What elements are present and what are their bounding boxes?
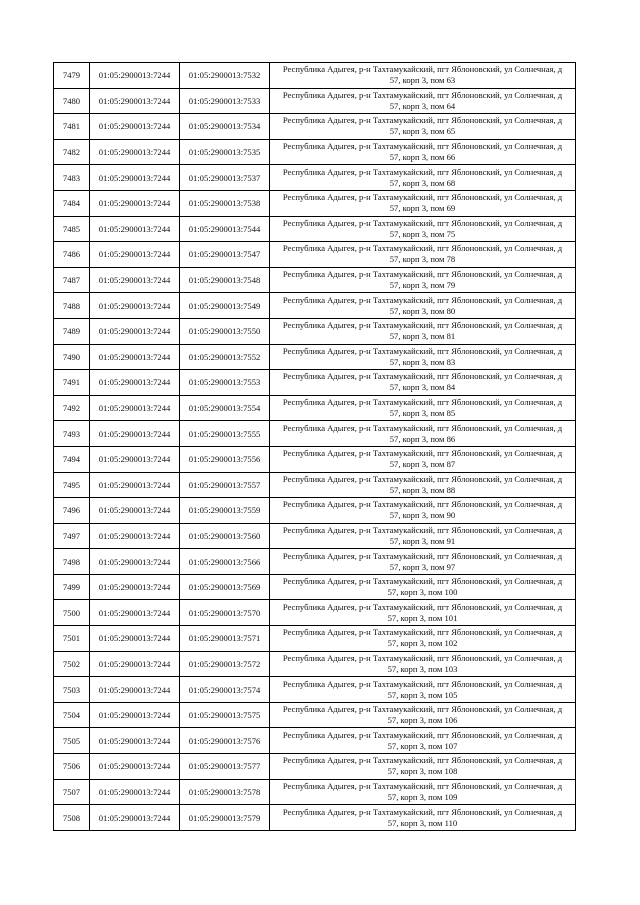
row-number-cell: 7508 [54,805,90,831]
row-number-cell: 7484 [54,190,90,216]
address-line-1: Республика Адыгея, р-н Тахтамукайский, пгт Яблоновский, ул Солнечная, д [282,652,563,663]
address-cell [270,626,576,652]
row-number-cell: 7491 [54,370,90,396]
cadastral-number-cell: 01:05:2900013:7575 [180,702,270,728]
address-line-1: Республика Адыгея, р-н Тахтамукайский, пгт Яблоновский, ул Солнечная, д [282,499,563,510]
parent-cadastral-cell: 01:05:2900013:7244 [90,216,180,242]
cadastral-number-cell: 01:05:2900013:7569 [180,574,270,600]
table-row [54,216,576,242]
table-row [54,88,576,114]
parent-cadastral-cell: 01:05:2900013:7244 [90,779,180,805]
address-line-1: Республика Адыгея, р-н Тахтамукайский, пгт Яблоновский, ул Солнечная, д [282,141,563,152]
address-cell [270,754,576,780]
parent-cadastral-cell: 01:05:2900013:7244 [90,728,180,754]
row-number-cell: 7506 [54,754,90,780]
table-row [54,549,576,575]
address-cell [270,267,576,293]
address-line-2: 57, корп 3, пом 109 [387,791,458,802]
address-line-2: 57, корп 3, пом 69 [389,203,456,214]
cadastral-number-cell: 01:05:2900013:7548 [180,267,270,293]
address-line-1: Республика Адыгея, р-н Тахтамукайский, пгт Яблоновский, ул Солнечная, д [282,550,563,561]
address-line-2: 57, корп 3, пом 75 [389,228,456,239]
table-row [54,293,576,319]
address-cell [270,498,576,524]
parent-cadastral-cell: 01:05:2900013:7244 [90,165,180,191]
parent-cadastral-cell: 01:05:2900013:7244 [90,702,180,728]
address-cell [270,651,576,677]
parent-cadastral-cell: 01:05:2900013:7244 [90,63,180,89]
cadastral-number-cell: 01:05:2900013:7549 [180,293,270,319]
cadastral-number-cell: 01:05:2900013:7570 [180,600,270,626]
address-line-1: Республика Адыгея, р-н Тахтамукайский, пгт Яблоновский, ул Солнечная, д [282,729,563,740]
row-number-cell: 7504 [54,702,90,728]
parent-cadastral-cell: 01:05:2900013:7244 [90,293,180,319]
table-row [54,139,576,165]
row-number-cell: 7496 [54,498,90,524]
table-row [54,805,576,831]
parent-cadastral-cell: 01:05:2900013:7244 [90,370,180,396]
address-cell [270,574,576,600]
cadastral-number-cell: 01:05:2900013:7544 [180,216,270,242]
row-number-cell: 7507 [54,779,90,805]
table-row [54,267,576,293]
address-line-2: 57, корп 3, пом 80 [389,305,456,316]
address-cell [270,190,576,216]
table-row [54,523,576,549]
address-line-1: Республика Адыгея, р-н Тахтамукайский, пгт Яблоновский, ул Солнечная, д [282,320,563,331]
row-number-cell: 7493 [54,421,90,447]
parent-cadastral-cell: 01:05:2900013:7244 [90,523,180,549]
address-line-1: Республика Адыгея, р-н Тахтамукайский, пгт Яблоновский, ул Солнечная, д [282,755,563,766]
address-line-2: 57, корп 3, пом 66 [389,152,456,163]
address-line-1: Республика Адыгея, р-н Тахтамукайский, пгт Яблоновский, ул Солнечная, д [282,243,563,254]
address-line-1: Республика Адыгея, р-н Тахтамукайский, пгт Яблоновский, ул Солнечная, д [282,89,563,100]
parent-cadastral-cell: 01:05:2900013:7244 [90,318,180,344]
address-cell [270,165,576,191]
cadastral-number-cell: 01:05:2900013:7557 [180,472,270,498]
parent-cadastral-cell: 01:05:2900013:7244 [90,677,180,703]
address-cell [270,344,576,370]
cadastral-number-cell: 01:05:2900013:7572 [180,651,270,677]
parent-cadastral-cell: 01:05:2900013:7244 [90,498,180,524]
cadastral-number-cell: 01:05:2900013:7555 [180,421,270,447]
row-number-cell: 7499 [54,574,90,600]
address-line-1: Республика Адыгея, р-н Тахтамукайский, пгт Яблоновский, ул Солнечная, д [282,473,563,484]
address-line-1: Республика Адыгея, р-н Тахтамукайский, пгт Яблоновский, ул Солнечная, д [282,524,563,535]
table-row [54,395,576,421]
address-line-2: 57, корп 3, пом 100 [387,587,458,598]
address-line-2: 57, корп 3, пом 108 [387,766,458,777]
address-line-1: Республика Адыгея, р-н Тахтамукайский, пгт Яблоновский, ул Солнечная, д [282,166,563,177]
cadastral-number-cell: 01:05:2900013:7537 [180,165,270,191]
table-row [54,600,576,626]
address-cell [270,472,576,498]
address-cell [270,114,576,140]
address-line-2: 57, корп 3, пом 81 [389,331,456,342]
address-line-2: 57, корп 3, пом 101 [387,612,458,623]
row-number-cell: 7502 [54,651,90,677]
registry-table-body [54,63,576,831]
parent-cadastral-cell: 01:05:2900013:7244 [90,242,180,268]
parent-cadastral-cell: 01:05:2900013:7244 [90,600,180,626]
address-cell [270,421,576,447]
address-line-1: Республика Адыгея, р-н Тахтамукайский, пгт Яблоновский, ул Солнечная, д [282,345,563,356]
address-line-2: 57, корп 3, пом 84 [389,382,456,393]
address-cell [270,395,576,421]
address-line-2: 57, корп 3, пом 64 [389,100,456,111]
cadastral-number-cell: 01:05:2900013:7538 [180,190,270,216]
cadastral-number-cell: 01:05:2900013:7552 [180,344,270,370]
table-row [54,63,576,89]
cadastral-number-cell: 01:05:2900013:7560 [180,523,270,549]
address-cell [270,139,576,165]
address-cell [270,600,576,626]
parent-cadastral-cell: 01:05:2900013:7244 [90,626,180,652]
table-row [54,318,576,344]
address-line-2: 57, корп 3, пом 68 [389,177,456,188]
address-line-1: Республика Адыгея, р-н Тахтамукайский, пгт Яблоновский, ул Солнечная, д [282,269,563,280]
table-row [54,165,576,191]
row-number-cell: 7500 [54,600,90,626]
address-line-2: 57, корп 3, пом 78 [389,254,456,265]
row-number-cell: 7483 [54,165,90,191]
address-line-2: 57, корп 3, пом 63 [389,75,456,86]
row-number-cell: 7487 [54,267,90,293]
parent-cadastral-cell: 01:05:2900013:7244 [90,754,180,780]
address-cell [270,318,576,344]
address-line-1: Республика Адыгея, р-н Тахтамукайский, пгт Яблоновский, ул Солнечная, д [282,371,563,382]
address-cell [270,677,576,703]
address-line-1: Республика Адыгея, р-н Тахтамукайский, пгт Яблоновский, ул Солнечная, д [282,217,563,228]
cadastral-number-cell: 01:05:2900013:7556 [180,446,270,472]
row-number-cell: 7497 [54,523,90,549]
cadastral-number-cell: 01:05:2900013:7574 [180,677,270,703]
table-row [54,702,576,728]
row-number-cell: 7492 [54,395,90,421]
address-line-1: Республика Адыгея, р-н Тахтамукайский, пгт Яблоновский, ул Солнечная, д [282,422,563,433]
table-row [54,242,576,268]
address-line-2: 57, корп 3, пом 103 [387,663,458,674]
row-number-cell: 7479 [54,63,90,89]
parent-cadastral-cell: 01:05:2900013:7244 [90,190,180,216]
address-cell [270,728,576,754]
address-line-1: Республика Адыгея, р-н Тахтамукайский, пгт Яблоновский, ул Солнечная, д [282,601,563,612]
address-line-2: 57, корп 3, пом 85 [389,408,456,419]
cadastral-number-cell: 01:05:2900013:7578 [180,779,270,805]
address-line-2: 57, корп 3, пом 106 [387,715,458,726]
address-line-2: 57, корп 3, пом 86 [389,433,456,444]
parent-cadastral-cell: 01:05:2900013:7244 [90,344,180,370]
address-cell [270,293,576,319]
table-row [54,114,576,140]
address-cell [270,242,576,268]
table-row [54,626,576,652]
cadastral-number-cell: 01:05:2900013:7576 [180,728,270,754]
table-row [54,344,576,370]
parent-cadastral-cell: 01:05:2900013:7244 [90,574,180,600]
address-line-1: Республика Адыгея, р-н Тахтамукайский, пгт Яблоновский, ул Солнечная, д [282,704,563,715]
address-line-2: 57, корп 3, пом 91 [389,535,456,546]
cadastral-number-cell: 01:05:2900013:7559 [180,498,270,524]
row-number-cell: 7482 [54,139,90,165]
address-line-1: Республика Адыгея, р-н Тахтамукайский, пгт Яблоновский, ул Солнечная, д [282,627,563,638]
cadastral-number-cell: 01:05:2900013:7532 [180,63,270,89]
address-line-2: 57, корп 3, пом 107 [387,740,458,751]
address-line-1: Республика Адыгея, р-н Тахтамукайский, пгт Яблоновский, ул Солнечная, д [282,806,563,817]
parent-cadastral-cell: 01:05:2900013:7244 [90,395,180,421]
address-line-1: Республика Адыгея, р-н Тахтамукайский, пгт Яблоновский, ул Солнечная, д [282,678,563,689]
table-row [54,370,576,396]
address-line-1: Республика Адыгея, р-н Тахтамукайский, пгт Яблоновский, ул Солнечная, д [282,448,563,459]
address-cell [270,216,576,242]
cadastral-number-cell: 01:05:2900013:7535 [180,139,270,165]
address-line-1: Республика Адыгея, р-н Тахтамукайский, пгт Яблоновский, ул Солнечная, д [282,192,563,203]
parent-cadastral-cell: 01:05:2900013:7244 [90,472,180,498]
cadastral-number-cell: 01:05:2900013:7534 [180,114,270,140]
row-number-cell: 7481 [54,114,90,140]
address-line-2: 57, корп 3, пом 105 [387,689,458,700]
address-cell [270,702,576,728]
address-line-1: Республика Адыгея, р-н Тахтамукайский, пгт Яблоновский, ул Солнечная, д [282,397,563,408]
address-cell [270,779,576,805]
address-line-1: Республика Адыгея, р-н Тахтамукайский, пгт Яблоновский, ул Солнечная, д [282,576,563,587]
row-number-cell: 7480 [54,88,90,114]
row-number-cell: 7485 [54,216,90,242]
table-row [54,728,576,754]
cadastral-number-cell: 01:05:2900013:7533 [180,88,270,114]
address-line-2: 57, корп 3, пом 83 [389,356,456,367]
cadastral-number-cell: 01:05:2900013:7553 [180,370,270,396]
table-row [54,651,576,677]
cadastral-number-cell: 01:05:2900013:7579 [180,805,270,831]
table-row [54,472,576,498]
parent-cadastral-cell: 01:05:2900013:7244 [90,446,180,472]
table-row [54,446,576,472]
row-number-cell: 7489 [54,318,90,344]
cadastral-number-cell: 01:05:2900013:7566 [180,549,270,575]
table-row [54,190,576,216]
row-number-cell: 7505 [54,728,90,754]
parent-cadastral-cell: 01:05:2900013:7244 [90,549,180,575]
row-number-cell: 7503 [54,677,90,703]
row-number-cell: 7501 [54,626,90,652]
address-line-2: 57, корп 3, пом 88 [389,484,456,495]
address-cell [270,88,576,114]
row-number-cell: 7494 [54,446,90,472]
row-number-cell: 7498 [54,549,90,575]
row-number-cell: 7488 [54,293,90,319]
address-line-2: 57, корп 3, пом 65 [389,126,456,137]
table-row [54,754,576,780]
parent-cadastral-cell: 01:05:2900013:7244 [90,267,180,293]
parent-cadastral-cell: 01:05:2900013:7244 [90,421,180,447]
parent-cadastral-cell: 01:05:2900013:7244 [90,651,180,677]
parent-cadastral-cell: 01:05:2900013:7244 [90,139,180,165]
address-line-2: 57, корп 3, пом 90 [389,510,456,521]
cadastral-number-cell: 01:05:2900013:7547 [180,242,270,268]
address-cell [270,370,576,396]
row-number-cell: 7490 [54,344,90,370]
table-row [54,677,576,703]
address-cell [270,549,576,575]
row-number-cell: 7486 [54,242,90,268]
address-line-2: 57, корп 3, пом 110 [387,817,458,828]
cadastral-number-cell: 01:05:2900013:7577 [180,754,270,780]
address-line-1: Республика Адыгея, р-н Тахтамукайский, пгт Яблоновский, ул Солнечная, д [282,115,563,126]
address-line-1: Республика Адыгея, р-н Тахтамукайский, пгт Яблоновский, ул Солнечная, д [282,780,563,791]
address-cell [270,63,576,89]
address-line-2: 57, корп 3, пом 87 [389,459,456,470]
registry-table [53,62,576,831]
cadastral-number-cell: 01:05:2900013:7550 [180,318,270,344]
cadastral-number-cell: 01:05:2900013:7571 [180,626,270,652]
address-line-2: 57, корп 3, пом 102 [387,638,458,649]
parent-cadastral-cell: 01:05:2900013:7244 [90,805,180,831]
parent-cadastral-cell: 01:05:2900013:7244 [90,114,180,140]
row-number-cell: 7495 [54,472,90,498]
address-line-2: 57, корп 3, пом 79 [389,280,456,291]
address-line-1: Республика Адыгея, р-н Тахтамукайский, пгт Яблоновский, ул Солнечная, д [282,294,563,305]
table-row [54,421,576,447]
table-row [54,574,576,600]
address-cell [270,446,576,472]
address-cell [270,805,576,831]
address-line-1: Республика Адыгея, р-н Тахтамукайский, пгт Яблоновский, ул Солнечная, д [282,64,563,75]
cadastral-number-cell: 01:05:2900013:7554 [180,395,270,421]
table-row [54,779,576,805]
table-row [54,498,576,524]
parent-cadastral-cell: 01:05:2900013:7244 [90,88,180,114]
address-cell [270,523,576,549]
address-line-2: 57, корп 3, пом 97 [389,561,456,572]
